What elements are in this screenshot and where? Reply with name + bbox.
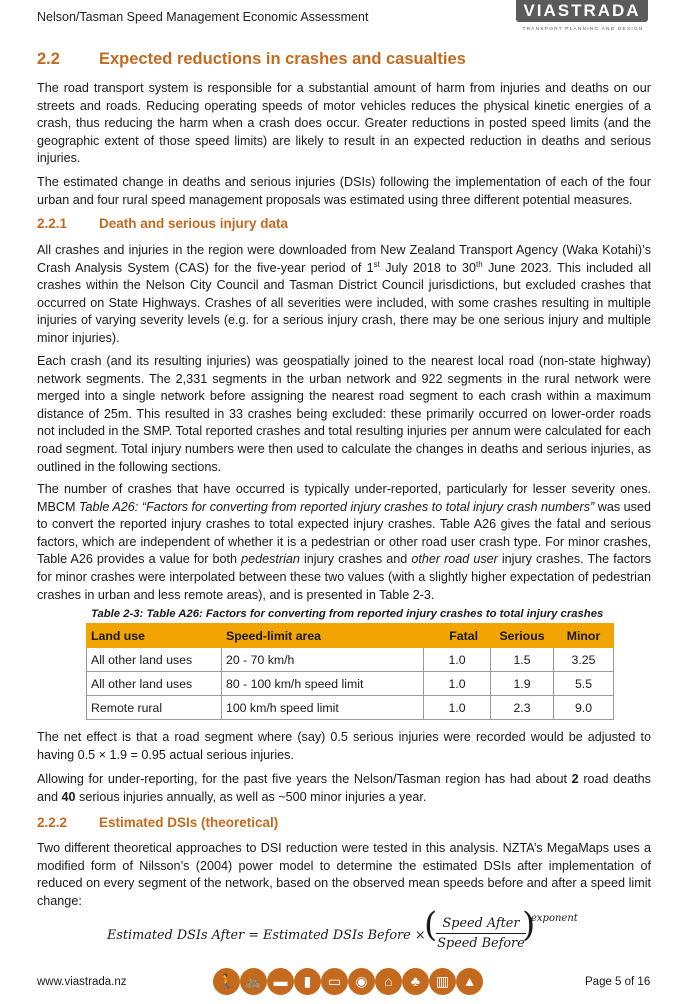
table-cell: 1.0 bbox=[424, 696, 491, 720]
italic-text: Table A26: “Factors for converting from reported injury crashes to total injury crash numbers” bbox=[79, 499, 595, 514]
table-cell: 2.3 bbox=[491, 696, 554, 720]
table-cell: Remote rural bbox=[87, 696, 222, 720]
text-run: injury crashes. The factors for minor crashes were interpolated between these two values (with a slightly higher expectation of pedestrian crashes in urban and less remote areas), and is presented in Table 2-3. bbox=[37, 552, 651, 602]
section-number: 2.2 bbox=[37, 50, 60, 68]
footer-url: www.viastrada.nz bbox=[37, 976, 127, 988]
paragraph-under-reporting bbox=[37, 481, 651, 604]
table-caption: Table 2-3: Table A26: Factors for converting from reported injury crashes to total injury crashes bbox=[91, 608, 604, 620]
house-icon: ⌂ bbox=[375, 968, 402, 995]
table-row bbox=[87, 672, 614, 696]
paragraph-dsi-estimate: The estimated change in deaths and serious injuries (DSIs) following the implementation of each of the four urban and four rural speed management proposals was estimated using three different potential measures. bbox=[37, 175, 651, 207]
logo-text: VIASTRADA bbox=[523, 1, 641, 20]
car-icon: ▭ bbox=[321, 968, 348, 995]
header-title: Nelson/Tasman Speed Management Economic Assessment bbox=[37, 10, 369, 24]
open-paren: ( bbox=[424, 905, 438, 945]
close-paren: ) bbox=[522, 905, 536, 945]
equation-fraction bbox=[436, 916, 526, 951]
factors-table bbox=[86, 623, 614, 720]
tree-icon: ♣ bbox=[402, 968, 429, 995]
paragraph-harm: The road transport system is responsible for a substantial amount of harm from injuries and deaths on our streets and roads. Reducing operating speeds of motor vehicles reduces the physical kinetic energies of a crash, thus reducing the harm when a crash does occur. Greater reductions in posted speed limits (and the geographic extent of those speed limits) are likely to result in an expected reduction in deaths and serious injuries. bbox=[37, 81, 651, 166]
table-cell: All other land uses bbox=[87, 648, 222, 672]
italic-text: pedestrian bbox=[241, 552, 300, 567]
table-cell: 1.5 bbox=[491, 648, 554, 672]
subsection-heading-estimated-dsis bbox=[37, 815, 278, 830]
bus-icon: ▬ bbox=[267, 968, 294, 995]
header-cell: Land use bbox=[87, 624, 222, 648]
table-row bbox=[87, 696, 614, 720]
text-run: June 2023. This included all crashes within the Nelson City Council and Tasman District Council jurisdictions, but excluded crashes that occurred on State Highways. Crashes of all severities were included, with some crashes resulting in multiple injuries of varying severity levels (e.g. for a serious injury crash, there may be one serious injury and multiple minor injuries). bbox=[37, 260, 651, 345]
table-cell: 5.5 bbox=[554, 672, 614, 696]
header-cell: Speed-limit area bbox=[222, 624, 424, 648]
text-run: injury crashes and bbox=[299, 552, 412, 567]
text-run: was used to convert the reported injury crashes to total expected injury crashes. Table A26 gives the fatal and serious factors, which are independent of whether it is a pedestrian or other road user crash type. For minor crashes, Table A26 provides a value for both bbox=[37, 499, 651, 567]
section-title: Expected reductions in crashes and casualties bbox=[99, 50, 466, 68]
table-header-row bbox=[87, 624, 614, 648]
subsection-heading-death-serious-injury bbox=[37, 216, 288, 231]
section-heading bbox=[37, 50, 466, 69]
truck-icon: ▮ bbox=[294, 968, 321, 995]
paragraph-theoretical-approaches: Two different theoretical approaches to DSI reduction were tested in this analysis. NZTA’s MegaMaps uses a modified form of Nilsson’s (2004) power model to determine the estimated DSIs after implementation of reduced on every segment of the network, based on the observed mean speeds before and after a speed limit change: bbox=[37, 841, 651, 908]
pedestrian-icon: 🚶 bbox=[213, 968, 240, 995]
paragraph-geospatial-join: Each crash (and its resulting injuries) was geospatially joined to the nearest local road (non-state highway) network segments. The 2,331 segments in the urban network and 922 segments in the rural network were merged into a single network before assigning the nearest road segment to each crash within a maximum distance of 25m. This resulted in 33 crashes being excluded: these primarily occurred on lower-order roads not included in the SMP. Total reported crashes and total resulting injuries per annum were calculated for each road segment. Total injury numbers were then used to calculate the changes in deaths and serious injuries, as outlined in the following sections. bbox=[37, 354, 651, 474]
table-cell: 20 - 70 km/h bbox=[222, 648, 424, 672]
text-run: July 2018 to 30 bbox=[379, 260, 476, 275]
text-run: Allowing for under-reporting, for the past five years the Nelson/Tasman region has had about bbox=[37, 772, 572, 786]
subsection-title: Death and serious injury data bbox=[99, 216, 289, 231]
table-cell: 1.0 bbox=[424, 648, 491, 672]
text-run: All crashes and injuries in the region were downloaded from New Zealand Transport Agency (Waka Kotahi)’s Crash Analysis System (CAS) for the five-year period of 1 bbox=[37, 243, 651, 275]
logo-tagline: TRANSPORT PLANNING AND DESIGN bbox=[522, 27, 644, 32]
text-run: The number of crashes that have occurred is typically under-reported, particularly for lesser severity ones. MBCM bbox=[37, 482, 651, 514]
table-cell: 100 km/h speed limit bbox=[222, 696, 424, 720]
equation-exponent: exponent bbox=[531, 913, 578, 924]
text-run: serious injuries annually, as well as ~500 minor injuries a year. bbox=[75, 789, 427, 804]
fraction-denominator: Speed Before bbox=[437, 936, 525, 951]
superscript: th bbox=[475, 259, 483, 269]
table-cell: 3.25 bbox=[554, 648, 614, 672]
fraction-numerator: Speed After bbox=[436, 916, 526, 934]
superscript: st bbox=[373, 259, 380, 269]
table-cell: 1.9 bbox=[491, 672, 554, 696]
subsection-number: 2.2.2 bbox=[37, 815, 68, 830]
factory-icon: ▥ bbox=[429, 968, 456, 995]
paragraph-net-effect: The net effect is that a road segment where (say) 0.5 serious injuries were recorded would be adjusted to having 0.5 × 1.9 = 0.95 actual serious injuries. bbox=[37, 730, 651, 762]
bold-value: 2 bbox=[571, 772, 579, 786]
paragraph-annual-totals bbox=[37, 771, 651, 806]
text-run: road deaths and bbox=[37, 772, 651, 804]
header-cell: Serious bbox=[491, 624, 554, 648]
page-number: Page 5 of 16 bbox=[585, 976, 651, 988]
table-row bbox=[87, 648, 614, 672]
tractor-icon: ◉ bbox=[348, 968, 375, 995]
subsection-number: 2.2.1 bbox=[37, 216, 68, 231]
header-cell: Minor bbox=[554, 624, 614, 648]
equation-lhs: Estimated DSIs After = Estimated DSIs Before × bbox=[107, 928, 426, 943]
header-cell: Fatal bbox=[424, 624, 491, 648]
road-icon: ▲ bbox=[456, 968, 483, 995]
bold-value: 40 bbox=[61, 789, 76, 804]
cyclist-icon: 🚲 bbox=[240, 968, 267, 995]
viastrada-logo bbox=[512, 0, 654, 38]
table-cell: 1.0 bbox=[424, 672, 491, 696]
table-cell: 80 - 100 km/h speed limit bbox=[222, 672, 424, 696]
table-cell: All other land uses bbox=[87, 672, 222, 696]
subsection-title: Estimated DSIs (theoretical) bbox=[99, 815, 279, 830]
paragraph-cas-data bbox=[37, 242, 651, 348]
footer-icon-strip bbox=[213, 968, 483, 1000]
table-cell: 9.0 bbox=[554, 696, 614, 720]
italic-text: other road user bbox=[411, 552, 498, 567]
